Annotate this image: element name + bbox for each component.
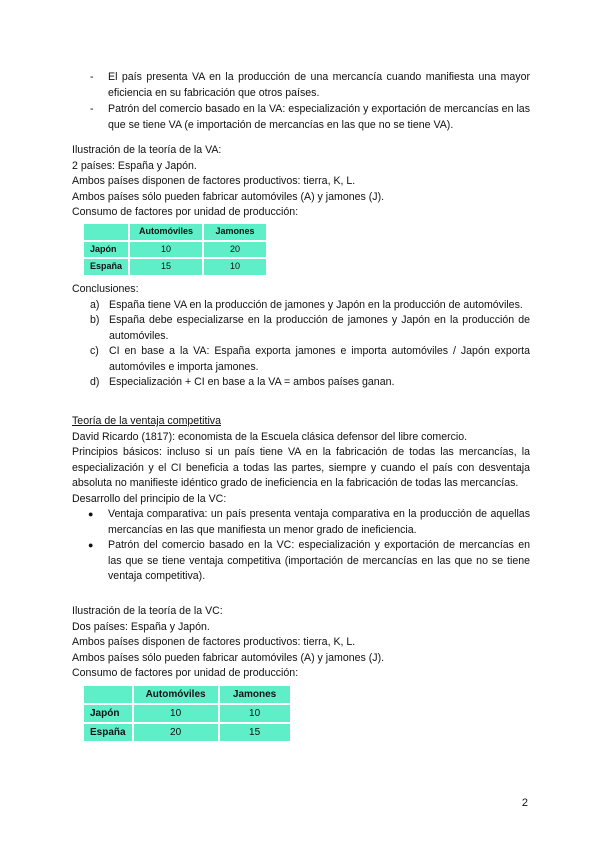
va-illustration: Ilustración de la teoría de la VA: 2 países: España y Japón. Ambos países disponen de factores productivos: tierra, K, L. Ambos países sólo pueden fabricar automóviles (A) y jamones (J). Consumo de factores por unidad de producción: xyxy=(72,144,385,218)
table-cell: 15 xyxy=(130,259,202,275)
table-cell: España xyxy=(84,259,128,275)
vc-illustration: Ilustración de la teoría de la VC: Dos países: España y Japón. Ambos países disponen de factores productivos: tierra, K, L. Ambos países sólo pueden fabricar automóviles (A) y jamones (J). Consumo de factores por unidad de producción: xyxy=(72,605,385,679)
bullet-list xyxy=(88,507,530,585)
vc-section: Teoría de la ventaja competitiva David Ricardo (1817): economista de la Escuela clásica defensor del libre comercio. Principios básicos: incluso si un país tiene VA en la fabricación de todas las mercancías, la especialización y el CI beneficia a todas las partes, siempre y cuando el país con desventaja absoluta no manifieste idéntico grado de ineficiencia en la fabricación de todas las mercancías. Desarrollo del principio de la VC: ● Ventaja comparativa: un país presenta ventaja comparativa en la producción de aquellas mercancías en las que manifiesta un menor grado de ineficiencia. ● Patrón del comercio basado en la VC: especialización y exportación de mercancías en las que se tiene ventaja competitiva (importación de mercancías en las que no se tiene ventaja competitiva). xyxy=(72,414,530,585)
list-item: ● Ventaja comparativa: un país presenta ventaja comparativa en la producción de aquellas mercancías en las que manifiesta un menor grado de ineficiencia. xyxy=(88,507,530,538)
table-cell: 10 xyxy=(130,242,202,258)
vc-table xyxy=(82,684,292,743)
table-row xyxy=(84,705,290,722)
list-item: d) Especialización + CI en base a la VA = ambos países ganan. xyxy=(90,376,395,388)
table-header: Automóviles xyxy=(130,224,202,240)
bullet-icon: ● xyxy=(88,540,94,550)
list-item: b) España debe especializarse en la producción de jamones y Japón en la producción de automóviles. xyxy=(90,314,530,342)
principles-paragraph: Principios básicos: incluso si un país tiene VA en la fabricación de todas las mercancías, la especialización y el CI beneficia a todas las partes, siempre y cuando el país con desventaja absoluta no manifieste idéntico grado de ineficiencia en la fabricación de todas las mercancías. xyxy=(72,446,530,489)
table-header-row xyxy=(84,686,290,703)
conclusions: Conclusiones: a) España tiene VA en la producción de jamones y Japón en la producción de automóviles. b) España debe especializarse en la producción de jamones y Japón en la producción de automóviles. c) CI en base a la VA: España exporta jamones e importa automóviles / Japón exporta automóviles e importa jamones. d) Especialización + CI en base a la VA = ambos países ganan. xyxy=(72,282,530,391)
list-item: ● Patrón del comercio basado en la VC: especialización y exportación de mercancías en las que se tiene ventaja competitiva (importación de mercancías en las que no se tiene ventaja competitiva). xyxy=(88,538,530,585)
top-dash-list xyxy=(90,70,530,134)
table-cell: 10 xyxy=(204,259,266,275)
table-cell: Japón xyxy=(84,242,128,258)
list-item: - Patrón del comercio basado en la VA: especialización y exportación de mercancías en las que se tiene VA (e importación de mercancías en las que no se tiene VA). xyxy=(90,103,530,131)
va-table xyxy=(82,222,268,277)
table-cell: Japón xyxy=(84,705,132,722)
list-item: a) España tiene VA en la producción de jamones y Japón en la producción de automóviles. xyxy=(90,298,523,311)
table-header: Jamones xyxy=(204,224,266,240)
table-cell: 20 xyxy=(134,724,218,741)
table-cell xyxy=(84,224,128,240)
table-header: Jamones xyxy=(220,686,290,703)
table-cell xyxy=(84,686,132,703)
table-cell: España xyxy=(84,724,132,741)
table-row xyxy=(84,724,290,741)
section-title: Teoría de la ventaja competitiva xyxy=(72,415,221,427)
table-cell: 15 xyxy=(220,724,290,741)
table-header-row xyxy=(84,224,266,240)
table-cell: 20 xyxy=(204,242,266,258)
table-cell: 10 xyxy=(220,705,290,722)
table-header: Automóviles xyxy=(134,686,218,703)
table-row xyxy=(84,242,266,258)
table-row xyxy=(84,259,266,275)
list-item: c) CI en base a la VA: España exporta jamones e importa automóviles / Japón exporta automóviles e importa jamones. xyxy=(90,345,530,373)
page-number: 2 xyxy=(521,797,528,809)
bullet-icon: ● xyxy=(88,509,94,519)
table-cell: 10 xyxy=(134,705,218,722)
list-item: - El país presenta VA en la producción de una mercancía cuando manifiesta una mayor eficiencia en su fabricación que otros países. xyxy=(90,71,530,99)
